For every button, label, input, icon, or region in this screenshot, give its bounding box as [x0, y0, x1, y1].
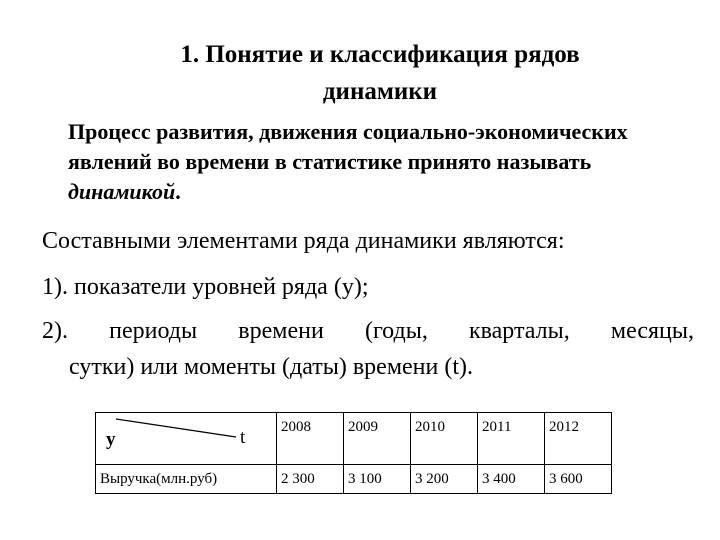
intro-text: Процесс развития, движения социально-экономических явлений во времени в статистике принято называть [68, 119, 628, 174]
table-row [96, 465, 612, 494]
table-value-cell: 3 200 [411, 465, 478, 494]
table-row-label: Выручка(млн.руб) [96, 465, 277, 494]
table-year-cell: 2009 [344, 413, 411, 465]
corner-label-y: y [106, 429, 116, 450]
table-year-cell: 2012 [545, 413, 612, 465]
intro-period: . [175, 179, 181, 204]
dynamics-table [95, 412, 612, 494]
table-corner-cell [96, 413, 277, 465]
table-year-cell: 2010 [411, 413, 478, 465]
intro-definition [68, 117, 708, 207]
slide-title [80, 36, 680, 110]
corner-diagonal-line [96, 413, 276, 459]
slide-title-line2: динамики [322, 78, 438, 105]
table-year-cell: 2011 [478, 413, 545, 465]
paragraph-periods: 2). периоды времени (годы, кварталы, месяцы, [42, 318, 694, 344]
paragraph-levels: 1). показатели уровней ряда (y); [42, 274, 369, 300]
table-value-cell: 2 300 [277, 465, 344, 494]
table-value-cell: 3 100 [344, 465, 411, 494]
table-value-cell: 3 600 [545, 465, 612, 494]
slide-title-line1: 1. Понятие и классификация рядов [180, 41, 580, 68]
paragraph-periods-continued: сутки) или моменты (даты) времени (t). [69, 354, 474, 380]
table-header-row [96, 413, 612, 465]
intro-emphasis: динамикой [68, 179, 176, 204]
corner-label-t: t [240, 427, 246, 448]
table-year-cell: 2008 [277, 413, 344, 465]
table-value-cell: 3 400 [478, 465, 545, 494]
paragraph-elements: Составными элементами ряда динамики являются: [42, 228, 565, 254]
